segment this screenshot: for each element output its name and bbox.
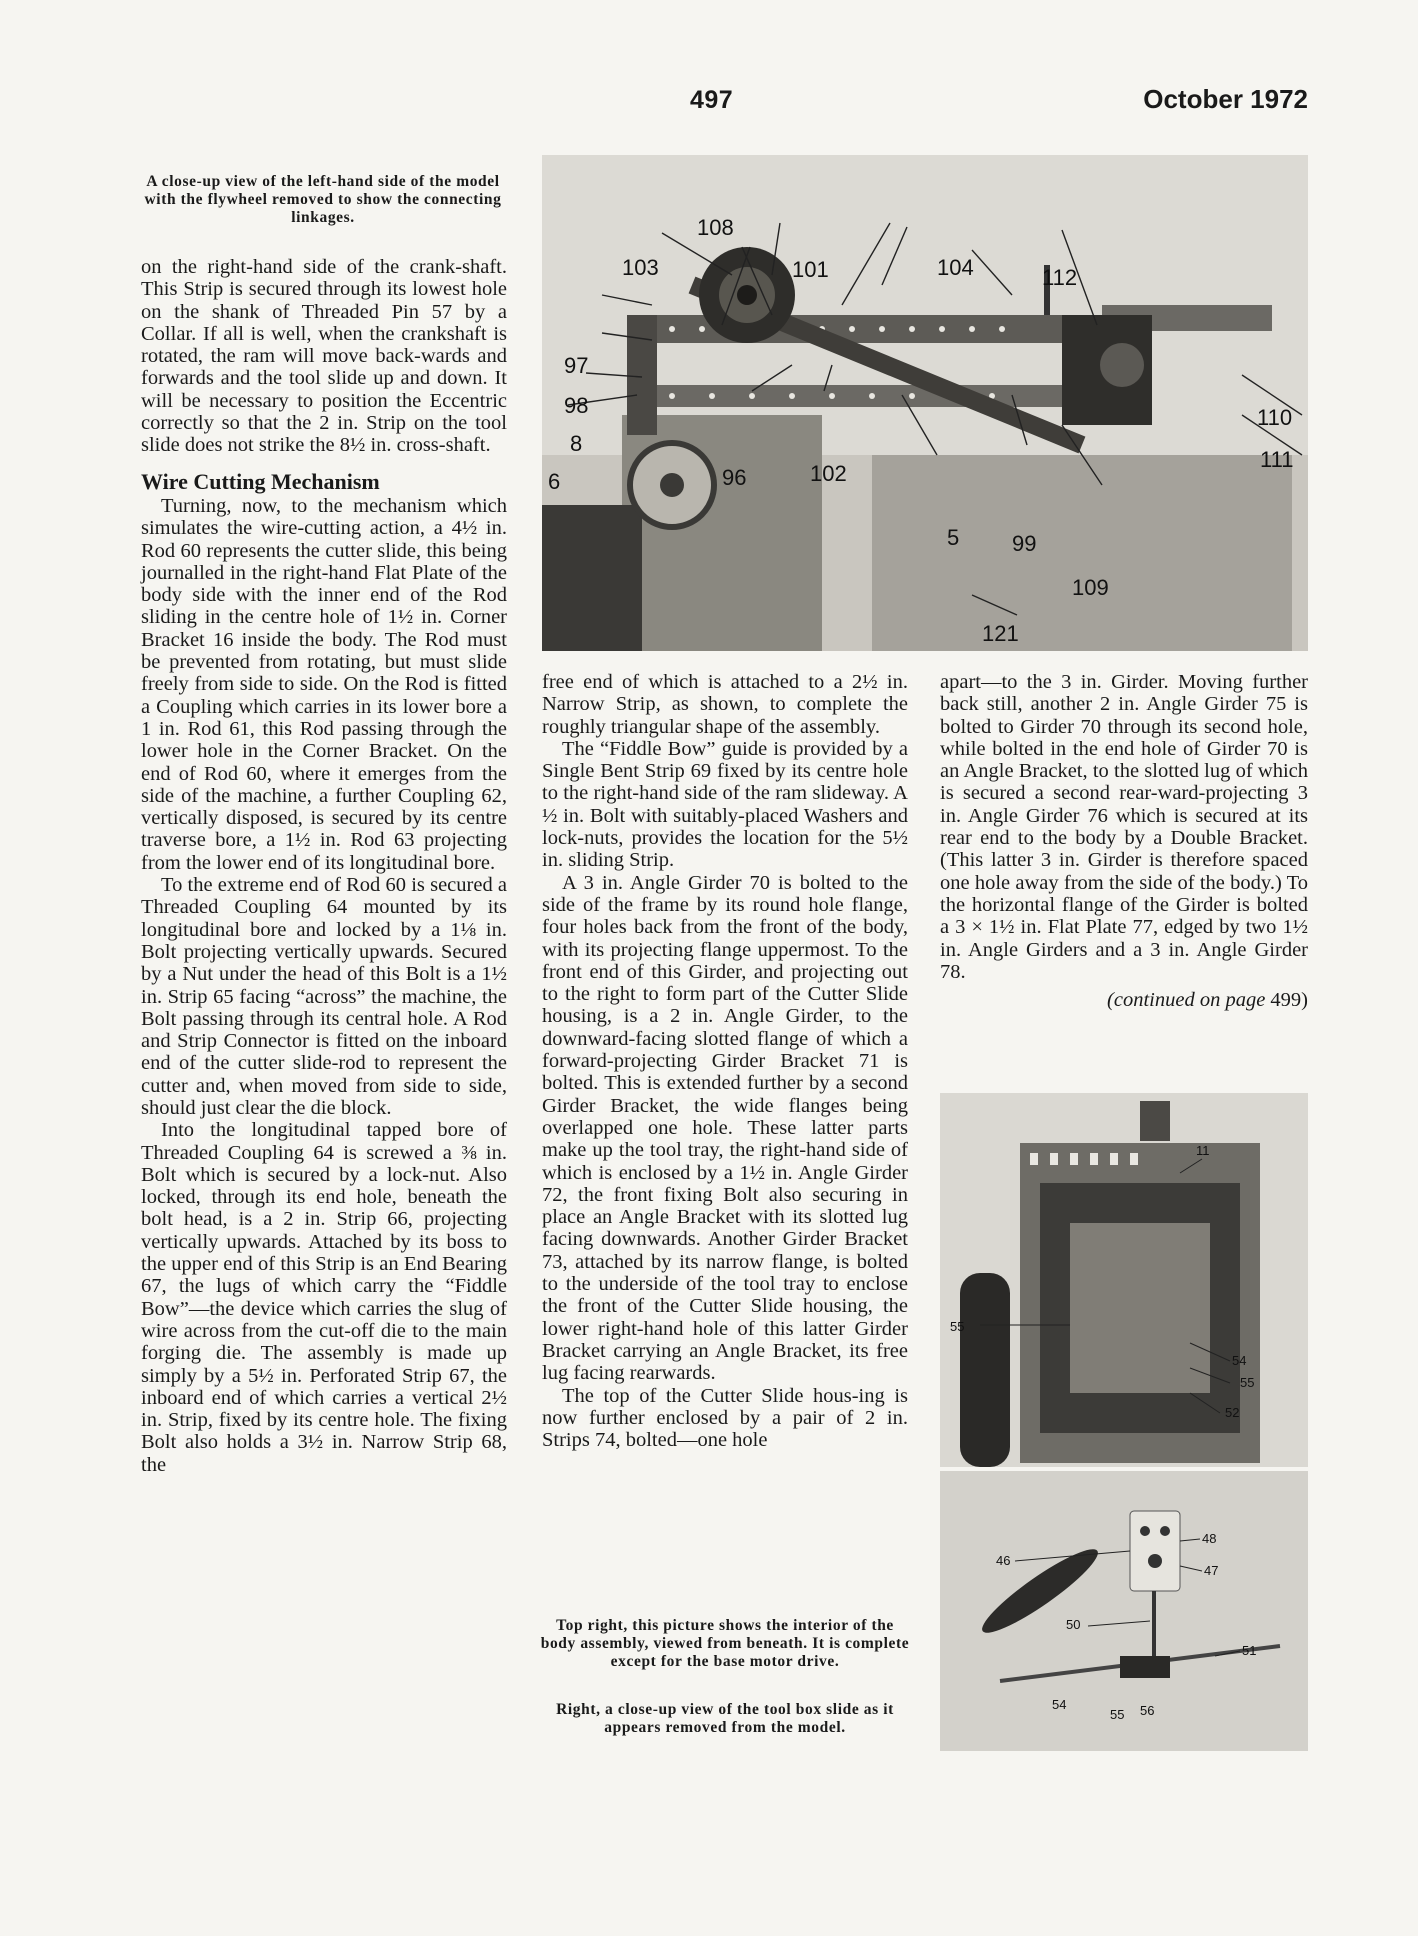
label-48: 48 — [1202, 1531, 1217, 1546]
label-54: 54 — [1052, 1697, 1067, 1712]
label-50: 50 — [1066, 1617, 1081, 1632]
section-heading: Wire Cutting Mechanism — [141, 468, 380, 494]
label-56: 56 — [1140, 1703, 1155, 1718]
label-101: 101 — [792, 257, 829, 282]
label-98: 98 — [564, 393, 589, 418]
label-55: 55 — [1110, 1707, 1125, 1722]
label-97: 97 — [564, 353, 589, 378]
label-6: 6 — [548, 469, 561, 494]
text-column-2 — [542, 671, 908, 1451]
photo-model-left-side — [542, 155, 1308, 651]
paragraph: The top of the Cutter Slide hous-ing is now further enclosed by a pair of 2 in. Strips 74, bolted—one hole — [542, 1384, 908, 1452]
label-110: 110 — [1257, 405, 1293, 430]
paragraph: Turning, now, to the mechanism which simulates the wire-cutting action, a 4½ in. Rod 60 represents the cutter slide, this being journalled in the right-hand Flat Plate of the body side with the inner end of the Rod sliding in the centre hole of 1½ in. Corner Bracket 16 inside the body. The Rod must be prevented from rotating, but must slide freely from side to side. On the Rod is fitted a Coupling which carries in its lower bore a 1 in. Rod 61, this Rod passing through the lower hole in the Corner Bracket. On the end of Rod 60, where it emerges from the side of the machine, a further Coupling 62, vertically disposed, is secured by its centre traverse bore, a 1½ in. Rod 63 projecting from the lower end of its longitudinal bore. — [141, 494, 507, 874]
page-number: 497 — [690, 86, 734, 114]
label-11: 11 — [1196, 1143, 1210, 1158]
photo-model-left-side-drawing — [542, 155, 1308, 651]
paragraph: apart—to the 3 in. Girder. Moving further back still, another 2 in. Angle Girder 75 is bolted to Girder 70 through its second hole, while bolted in the end hole of Girder 70 is an Angle Bracket, to the slotted lug of which is secured a second rear-ward-projecting 3 in. Angle Girder 76 which is secured at its rear end to the body by a Double Bracket. (This latter 3 in. Girder is therefore spaced one hole away from the side of the body.) To the horizontal flange of the Girder is bolted a 3 × 1½ in. Flat Plate 77, edged by two 1½ in. Angle Girders and a 3 in. Angle Girder 78. — [940, 671, 1308, 983]
continued-prefix: (continued on page — [1107, 989, 1266, 1012]
label-103: 103 — [622, 255, 659, 280]
label-96: 96 — [722, 465, 747, 490]
label-112: 112 — [1042, 265, 1078, 290]
continued-page: 499) — [1270, 989, 1308, 1012]
text-column-3 — [940, 671, 1308, 1011]
label-51: 51 — [1242, 1643, 1257, 1658]
label-99: 99 — [1012, 531, 1037, 556]
label-104: 104 — [937, 255, 974, 280]
paragraph: The “Fiddle Bow” guide is provided by a Single Bent Strip 69 fixed by its centre hole to the right-hand side of the ram slideway. A ½ in. Bolt with suitably-placed Washers and lock-nuts, provides the location for the 5½ in. sliding Strip. — [542, 737, 908, 872]
paragraph: on the right-hand side of the crank-shaft. This Strip is secured through its lowest hole on the shank of Threaded Pin 57 by a Collar. If all is well, when the crankshaft is rotated, the ram will move back-wards and forwards and the tool slide up and down. It will be necessary to position the Eccentric correctly so that the 2 in. Strip on the tool slide does not strike the 8½ in. cross-shaft. — [141, 256, 507, 457]
paragraph: A 3 in. Angle Girder 70 is bolted to the side of the frame by its round hole flange, four holes back from the front of the body, with its projecting flange uppermost. To the front end of this Girder, and projecting out to the right to form part of the Cutter Slide housing, is a 2 in. Angle Girder, to the downward-facing slotted flange of which a forward-projecting Girder Bracket 71 is bolted. This is extended further by a second Girder Bracket, the wide flanges being overlapped one hole. These latter parts make up the tool tray, the right-hand side of which is enclosed by a 1½ in. Angle Girder 72, the front fixing Bolt also securing in place an Angle Bracket with its slotted lug facing downwards. Another Girder Bracket 73, attached by its narrow flange, is bolted to the underside of the tool tray to enclose the front of the Cutter Slide housing, the lower right-hand hole of this latter Girder Bracket carrying an Angle Bracket, its free lug facing rearwards. — [542, 871, 908, 1385]
label-5: 5 — [947, 525, 960, 550]
caption-top-right-photo: Top right, this picture shows the interior of the body assembly, viewed from beneath. It is complete except for the base motor drive. — [540, 1617, 910, 1670]
photo-tool-box-slide-drawing — [940, 1471, 1308, 1751]
label-46: 46 — [996, 1553, 1011, 1568]
continued-note — [940, 989, 1308, 1011]
paragraph: To the extreme end of Rod 60 is secured a Threaded Coupling 64 mounted by its longitudinal bore and locked by a 1⅛ in. Bolt projecting vertically upwards. Secured by a Nut under the head of this Bolt is a 1½ in. Strip 65 facing “across” the machine, the Bolt passing through its central hole. A Rod and Strip Connector is fitted on the inboard end of the cutter slide-rod to represent the cutter and, when moved from side to side, should just clear the die block. — [141, 874, 507, 1119]
caption-left-top: A close-up view of the left-hand side of the model with the flywheel removed to show the connecting linkages. — [144, 173, 502, 226]
label-111: 111 — [1260, 447, 1294, 472]
label-121: 121 — [982, 621, 1019, 646]
label-109: 109 — [1072, 575, 1109, 600]
paragraph: Into the longitudinal tapped bore of Threaded Coupling 64 is screwed a ⅜ in. Bolt which is secured by a lock-nut. Also locked, through its end hole, beneath the bolt head, is a 2 in. Strip 66, projecting vertically upwards. Attached by its boss to the upper end of this Strip is an End Bearing 67, the lugs of which carry the “Fiddle Bow”—the device which carries the slug of wire across from the cut-off die to the main forging die. The assembly is made up simply by a 5½ in. Perforated Strip 67, the inboard end of which carries a vertical 2½ in. Strip, fixed by its centre hole. The fixing Bolt also holds a 3½ in. Narrow Strip 68, the — [141, 1119, 507, 1476]
text-column-1 — [141, 256, 507, 1476]
label-47: 47 — [1204, 1563, 1219, 1578]
label-102: 102 — [810, 461, 847, 486]
label-52: 52 — [1225, 1405, 1240, 1420]
label-55-right: 55 — [1240, 1375, 1255, 1390]
label-54: 54 — [1232, 1353, 1247, 1368]
paragraph: free end of which is attached to a 2½ in. Narrow Strip, as shown, to complete the roughly triangular shape of the assembly. — [542, 671, 908, 738]
issue-date: October 1972 — [1143, 84, 1308, 114]
caption-right-photo: Right, a close-up view of the tool box slide as it appears removed from the model. — [556, 1701, 894, 1736]
label-108: 108 — [697, 215, 734, 240]
label-55-left: 55 — [950, 1319, 965, 1334]
photo-body-interior — [940, 1093, 1308, 1467]
photo-tool-box-slide — [940, 1471, 1308, 1751]
label-8: 8 — [570, 431, 583, 456]
photo-body-interior-drawing — [940, 1093, 1308, 1467]
